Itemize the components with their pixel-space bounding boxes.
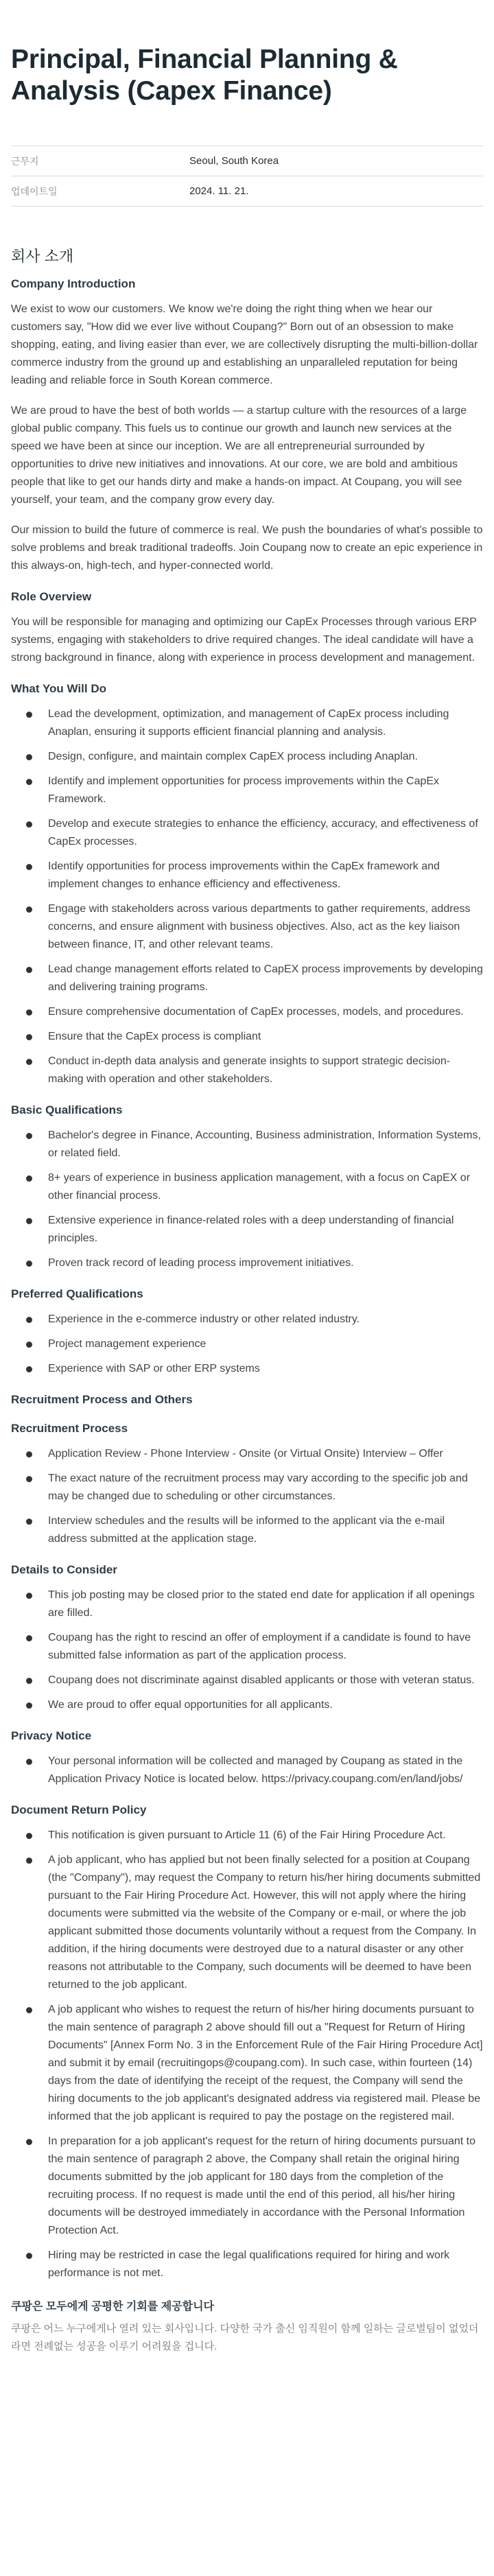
basic-qualifications-heading: Basic Qualifications <box>11 1103 123 1116</box>
list-item: Bachelor's degree in Finance, Accounting, Business administration, Information Systems, or related field. <box>11 1127 483 1162</box>
company-intro-paragraph: Our mission to build the future of commerce is real. We push the boundaries of what's possible to solve problems and break traditional tradeoffs. Join Coupang now to create an epic experience in this always-on, high-tech, and hyper-connected world. <box>11 524 483 572</box>
list-item: This job posting may be closed prior to the stated end date for application if all openings are filled. <box>11 1586 483 1622</box>
list-item: Proven track record of leading process improvement initiatives. <box>11 1254 483 1272</box>
list-item: Ensure comprehensive documentation of CapEx processes, models, and procedures. <box>11 1003 483 1021</box>
document-return-heading: Document Return Policy <box>11 1803 147 1816</box>
list-item: In preparation for a job applicant's request for the return of hiring documents pursuant to the main sentence of paragraph 2 above, the Company shall retain the original hiring documents submitted by the job applicant for 180 days from the completion of the recruiting process. If no request is made until the end of this period, all his/her hiring documents will be destroyed immediately in accordance with the Personal Information Protection Act. <box>11 2133 483 2240</box>
list-item: Ensure that the CapEx process is compliant <box>11 1028 483 1046</box>
list-item: Extensive experience in finance-related roles with a deep understanding of financial principles. <box>11 1212 483 1248</box>
privacy-notice-list <box>11 1753 483 1788</box>
list-item: Your personal information will be collected and managed by Coupang as stated in the Application Privacy Notice is located below. https://privacy.coupang.com/en/land/jobs/ <box>11 1753 483 1788</box>
equal-opportunity-heading: 쿠팡은 모두에게 공평한 기회를 제공합니다 <box>11 2301 214 2312</box>
recruitment-process-heading: Recruitment Process <box>11 1422 128 1435</box>
list-item: A job applicant who wishes to request the return of his/her hiring documents pursuant to the main sentence of paragraph 2 above should fill out a "Request for Return of Hiring Documents" [Annex Form No. 3 in the Enforcement Rule of the Fair Hiring Procedure Act] and submit it by email (recruitingops@coupang.com). In such case, within fourteen (14) days from the date of identifying the receipt of the request, the Company will send the hiring documents to the job applicant's designated address via registered mail. Please be informed that the job applicant is required to pay the postage on the registered mail. <box>11 2001 483 2126</box>
list-item: Lead the development, optimization, and management of CapEx process including Anaplan, ensuring it supports efficient financial planning and analysis. <box>11 705 483 741</box>
list-item: Design, configure, and maintain complex CapEX process including Anaplan. <box>11 748 483 766</box>
role-overview-paragraph: You will be responsible for managing and optimizing our CapEx Processes through various ERP systems, engaging with stakeholders to drive required changes. The ideal candidate will have a strong background in finance, along with experience in process development and management. <box>11 616 477 664</box>
details-list <box>11 1586 483 1714</box>
updated-value: 2024. 11. 21. <box>189 185 249 197</box>
privacy-notice-heading: Privacy Notice <box>11 1729 92 1742</box>
list-item: Engage with stakeholders across various departments to gather requirements, address concerns, and ensure alignment with business objectives. Also, act as the key liaison between finance, IT, and other relevant teams. <box>11 900 483 954</box>
list-item: Coupang has the right to rescind an offer of employment if a candidate is found to have submitted false information as part of the application process. <box>11 1629 483 1665</box>
list-item: Develop and execute strategies to enhance the efficiency, accuracy, and effectiveness of CapEx processes. <box>11 815 483 851</box>
list-item: 8+ years of experience in business application management, with a focus on CapEX or other financial process. <box>11 1169 483 1205</box>
recruitment-and-others-heading: Recruitment Process and Others <box>11 1393 193 1406</box>
recruitment-process-list <box>11 1445 483 1548</box>
list-item: Application Review - Phone Interview - Onsite (or Virtual Onsite) Interview – Offer <box>11 1445 483 1463</box>
job-title: Principal, Financial Planning & Analysis (Capex Finance) <box>11 45 398 106</box>
list-item: Hiring may be restricted in case the legal qualifications required for hiring and work performance is not met. <box>11 2247 483 2282</box>
list-item: Experience with SAP or other ERP systems <box>11 1360 483 1378</box>
list-item: Identify and implement opportunities for process improvements within the CapEx Framework. <box>11 773 483 808</box>
list-item: Conduct in-depth data analysis and generate insights to support strategic decision-making with operation and other stakeholders. <box>11 1053 483 1088</box>
list-item: Project management experience <box>11 1335 483 1353</box>
company-intro-paragraph: We exist to wow our customers. We know we're doing the right thing when we hear our customers say, "How did we ever live without Coupang?" Born out of an obsession to make shopping, eating, and living easier than ever, we are collectively disrupting the multi-billion-dollar commerce industry from the ground up and establishing an unparalleled reputation for being leading and reliable force in South Korean commerce. <box>11 303 478 386</box>
basic-qualifications-list <box>11 1127 483 1272</box>
company-intro-heading: Company Introduction <box>11 277 136 290</box>
company-intro-paragraph: We are proud to have the best of both worlds — a startup culture with the resources of a large global public company. This fuels us to continue our growth and launch new services at the speed we have been at since our inception. We are all entrepreneurial surrounded by opportunities to drive new initiatives and innovations. At our core, we are bold and ambitious people that like to get our hands dirty and make a hands-on impact. At Coupang, you will see yourself, your team, and the company grow every day. <box>11 405 467 506</box>
job-meta-table <box>11 145 483 207</box>
list-item: Experience in the e-commerce industry or other related industry. <box>11 1311 483 1328</box>
what-you-will-do-list <box>11 705 483 1088</box>
details-heading: Details to Consider <box>11 1563 117 1576</box>
meta-row-updated <box>11 176 483 207</box>
list-item: We are proud to offer equal opportunities for all applicants. <box>11 1696 483 1714</box>
about-company-title: 회사 소개 <box>11 248 74 265</box>
list-item: Lead change management efforts related to CapEX process improvements by developing and delivering training programs. <box>11 961 483 996</box>
document-return-list <box>11 1827 483 2282</box>
list-item: The exact nature of the recruitment process may vary according to the specific job and may be changed due to scheduling or other circumstances. <box>11 1470 483 1506</box>
list-item: A job applicant, who has applied but not been finally selected for a position at Coupang (the "Company"), may request the Company to return his/her hiring documents submitted pursuant to the Fair Hiring Procedure Act. However, this will not apply where the hiring documents were submitted via the website of the Company or e-mail, or where the job applicant submitted those documents voluntarily without a request from the Company. In addition, if the hiring documents were destroyed due to a natural disaster or any other reasons not attributable to the Company, such documents will be deemed to have been returned to the job applicant. <box>11 1851 483 1994</box>
what-you-will-do-heading: What You Will Do <box>11 682 106 695</box>
preferred-qualifications-list <box>11 1311 483 1378</box>
location-value: Seoul, South Korea <box>189 155 279 167</box>
updated-label: 업데이트일 <box>11 185 58 197</box>
list-item: Identify opportunities for process improvements within the CapEx framework and implement changes to enhance efficiency and effectiveness. <box>11 858 483 893</box>
equal-opportunity-text: 쿠팡은 어느 누구에게나 열려 있는 회사입니다. 다양한 국가 출신 임직원이 함께 일하는 글로벌팀이 없었더라면 전례없는 성공을 이루기 어려웠을 겁니다. <box>11 2323 479 2352</box>
preferred-qualifications-heading: Preferred Qualifications <box>11 1287 143 1300</box>
meta-row-location <box>11 146 483 176</box>
list-item: This notification is given pursuant to Article 11 (6) of the Fair Hiring Procedure Act. <box>11 1827 483 1845</box>
list-item: Interview schedules and the results will be informed to the applicant via the e-mail address submitted at the application stage. <box>11 1512 483 1548</box>
role-overview-heading: Role Overview <box>11 590 92 603</box>
location-label: 근무지 <box>11 155 39 167</box>
list-item: Coupang does not discriminate against disabled applicants or those with veteran status. <box>11 1672 483 1689</box>
